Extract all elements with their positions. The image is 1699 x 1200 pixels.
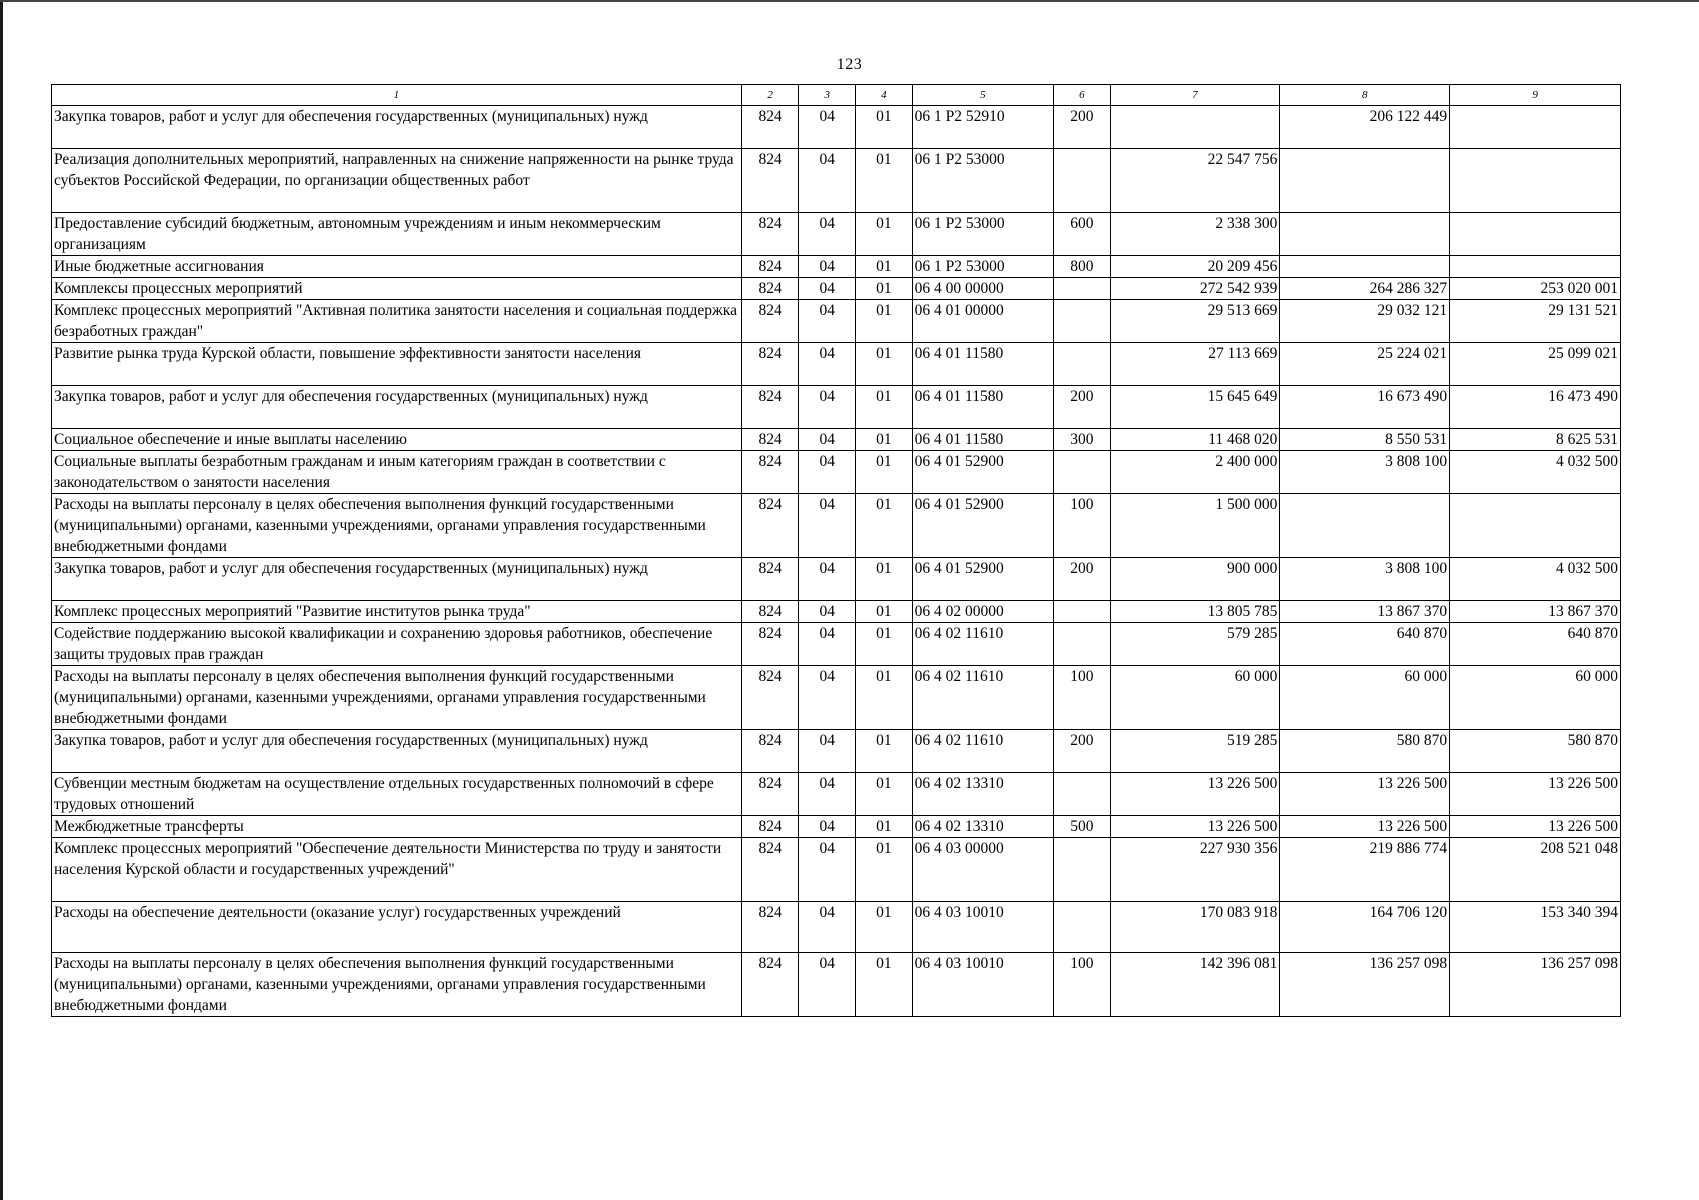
amount-col7: 170 083 918 (1110, 902, 1280, 953)
amount-col7: 11 468 020 (1110, 429, 1280, 451)
row-name: Закупка товаров, работ и услуг для обеспечения государственных (муниципальных) нужд (52, 386, 742, 429)
row-name: Комплекс процессных мероприятий "Активная политика занятости населения и социальная поддержка безработных граждан" (52, 300, 742, 343)
amount-col9: 640 870 (1450, 623, 1621, 666)
row-name: Комплекс процессных мероприятий "Развитие институтов рынка труда" (52, 601, 742, 623)
ministry-code: 824 (741, 730, 799, 773)
table-row (52, 256, 1621, 278)
amount-col9: 4 032 500 (1450, 558, 1621, 601)
table-row (52, 300, 1621, 343)
amount-col8 (1280, 494, 1450, 558)
amount-col7: 13 805 785 (1110, 601, 1280, 623)
table-row (52, 902, 1621, 953)
amount-col7: 272 542 939 (1110, 278, 1280, 300)
row-name: Расходы на выплаты персоналу в целях обеспечения выполнения функций государственными (муниципальными) органами, казенными учреждениями, органами управления государственными внебюджетными фондами (52, 953, 742, 1017)
section-code: 04 (799, 106, 856, 149)
amount-col8: 136 257 098 (1280, 953, 1450, 1017)
ministry-code: 824 (741, 902, 799, 953)
amount-col8: 13 226 500 (1280, 816, 1450, 838)
table-row (52, 278, 1621, 300)
row-name: Содействие поддержанию высокой квалификации и сохранению здоровья работников, обеспечение защиты трудовых прав граждан (52, 623, 742, 666)
ministry-code: 824 (741, 816, 799, 838)
page-number: 123 (836, 56, 863, 73)
section-code: 04 (799, 730, 856, 773)
target-article: 06 4 02 13310 (912, 773, 1053, 816)
table-row (52, 838, 1621, 902)
target-article: 06 4 01 11580 (912, 429, 1053, 451)
section-code: 04 (799, 386, 856, 429)
amount-col8: 16 673 490 (1280, 386, 1450, 429)
amount-col8: 640 870 (1280, 623, 1450, 666)
column-header: 1 (52, 85, 742, 106)
target-article: 06 4 00 00000 (912, 278, 1053, 300)
subsection-code: 01 (856, 816, 913, 838)
column-header: 5 (912, 85, 1053, 106)
row-name: Развитие рынка труда Курской области, повышение эффективности занятости населения (52, 343, 742, 386)
column-header: 3 (799, 85, 856, 106)
column-header: 8 (1280, 85, 1450, 106)
ministry-code: 824 (741, 149, 799, 213)
section-code: 04 (799, 494, 856, 558)
row-name: Субвенции местным бюджетам на осуществление отдельных государственных полномочий в сфере трудовых отношений (52, 773, 742, 816)
target-article: 06 1 P2 53000 (912, 149, 1053, 213)
budget-table (51, 84, 1621, 1017)
amount-col7: 27 113 669 (1110, 343, 1280, 386)
subsection-code: 01 (856, 256, 913, 278)
amount-col7: 13 226 500 (1110, 773, 1280, 816)
amount-col8: 164 706 120 (1280, 902, 1450, 953)
row-name: Реализация дополнительных мероприятий, направленных на снижение напряженности на рынке труда субъектов Российской Федерации, по организации общественных работ (52, 149, 742, 213)
subsection-code: 01 (856, 278, 913, 300)
ministry-code: 824 (741, 666, 799, 730)
subsection-code: 01 (856, 149, 913, 213)
expense-type (1054, 773, 1111, 816)
amount-col8 (1280, 149, 1450, 213)
section-code: 04 (799, 213, 856, 256)
ministry-code: 824 (741, 953, 799, 1017)
amount-col8: 8 550 531 (1280, 429, 1450, 451)
ministry-code: 824 (741, 386, 799, 429)
amount-col9: 8 625 531 (1450, 429, 1621, 451)
table-row (52, 106, 1621, 149)
section-code: 04 (799, 558, 856, 601)
row-name: Закупка товаров, работ и услуг для обеспечения государственных (муниципальных) нужд (52, 106, 742, 149)
row-name: Расходы на выплаты персоналу в целях обеспечения выполнения функций государственными (муниципальными) органами, казенными учреждениями, органами управления государственными внебюджетными фондами (52, 666, 742, 730)
section-code: 04 (799, 451, 856, 494)
section-code: 04 (799, 601, 856, 623)
ministry-code: 824 (741, 623, 799, 666)
amount-col7: 22 547 756 (1110, 149, 1280, 213)
ministry-code: 824 (741, 558, 799, 601)
subsection-code: 01 (856, 838, 913, 902)
page-edge (0, 0, 3, 1200)
amount-col8: 29 032 121 (1280, 300, 1450, 343)
amount-col7: 900 000 (1110, 558, 1280, 601)
section-code: 04 (799, 902, 856, 953)
amount-col7: 60 000 (1110, 666, 1280, 730)
target-article: 06 4 02 13310 (912, 816, 1053, 838)
expense-type: 200 (1054, 730, 1111, 773)
row-name: Межбюджетные трансферты (52, 816, 742, 838)
amount-col9 (1450, 494, 1621, 558)
amount-col9: 13 226 500 (1450, 773, 1621, 816)
subsection-code: 01 (856, 953, 913, 1017)
row-name: Закупка товаров, работ и услуг для обеспечения государственных (муниципальных) нужд (52, 730, 742, 773)
ministry-code: 824 (741, 106, 799, 149)
target-article: 06 4 02 00000 (912, 601, 1053, 623)
expense-type: 100 (1054, 953, 1111, 1017)
section-code: 04 (799, 816, 856, 838)
amount-col8: 219 886 774 (1280, 838, 1450, 902)
column-header: 2 (741, 85, 799, 106)
amount-col8 (1280, 213, 1450, 256)
table-row (52, 773, 1621, 816)
amount-col9: 253 020 001 (1450, 278, 1621, 300)
section-code: 04 (799, 623, 856, 666)
row-name: Комплекс процессных мероприятий "Обеспечение деятельности Министерства по труду и занятости населения Курской области и государственных учреждений" (52, 838, 742, 902)
subsection-code: 01 (856, 343, 913, 386)
amount-col7: 20 209 456 (1110, 256, 1280, 278)
table-row (52, 343, 1621, 386)
target-article: 06 4 01 11580 (912, 343, 1053, 386)
amount-col8: 580 870 (1280, 730, 1450, 773)
expense-type: 200 (1054, 106, 1111, 149)
section-code: 04 (799, 429, 856, 451)
subsection-code: 01 (856, 773, 913, 816)
subsection-code: 01 (856, 666, 913, 730)
expense-type: 100 (1054, 666, 1111, 730)
table-row (52, 386, 1621, 429)
amount-col9 (1450, 149, 1621, 213)
subsection-code: 01 (856, 386, 913, 429)
target-article: 06 1 P2 53000 (912, 256, 1053, 278)
ministry-code: 824 (741, 256, 799, 278)
table-row (52, 623, 1621, 666)
ministry-code: 824 (741, 601, 799, 623)
expense-type (1054, 601, 1111, 623)
expense-type: 200 (1054, 386, 1111, 429)
section-code: 04 (799, 343, 856, 386)
target-article: 06 4 03 10010 (912, 902, 1053, 953)
expense-type: 800 (1054, 256, 1111, 278)
section-code: 04 (799, 838, 856, 902)
column-number-row (52, 85, 1621, 106)
amount-col8: 25 224 021 (1280, 343, 1450, 386)
amount-col9 (1450, 256, 1621, 278)
row-name: Закупка товаров, работ и услуг для обеспечения государственных (муниципальных) нужд (52, 558, 742, 601)
table-row (52, 666, 1621, 730)
ministry-code: 824 (741, 278, 799, 300)
table-row (52, 494, 1621, 558)
expense-type: 100 (1054, 494, 1111, 558)
amount-col9: 580 870 (1450, 730, 1621, 773)
subsection-code: 01 (856, 451, 913, 494)
ministry-code: 824 (741, 343, 799, 386)
amount-col9: 16 473 490 (1450, 386, 1621, 429)
row-name: Комплексы процессных мероприятий (52, 278, 742, 300)
target-article: 06 4 02 11610 (912, 730, 1053, 773)
expense-type (1054, 902, 1111, 953)
section-code: 04 (799, 256, 856, 278)
target-article: 06 4 01 52900 (912, 451, 1053, 494)
column-header: 9 (1450, 85, 1621, 106)
amount-col9: 13 226 500 (1450, 816, 1621, 838)
subsection-code: 01 (856, 730, 913, 773)
table-row (52, 601, 1621, 623)
expense-type (1054, 451, 1111, 494)
section-code: 04 (799, 278, 856, 300)
subsection-code: 01 (856, 558, 913, 601)
table-row (52, 558, 1621, 601)
target-article: 06 4 02 11610 (912, 623, 1053, 666)
ministry-code: 824 (741, 213, 799, 256)
row-name: Социальные выплаты безработным гражданам и иным категориям граждан в соответствии с законодательством о занятости населения (52, 451, 742, 494)
target-article: 06 4 01 52900 (912, 558, 1053, 601)
target-article: 06 4 01 52900 (912, 494, 1053, 558)
section-code: 04 (799, 149, 856, 213)
expense-type (1054, 300, 1111, 343)
amount-col8: 264 286 327 (1280, 278, 1450, 300)
amount-col7: 142 396 081 (1110, 953, 1280, 1017)
amount-col8: 206 122 449 (1280, 106, 1450, 149)
expense-type: 500 (1054, 816, 1111, 838)
subsection-code: 01 (856, 429, 913, 451)
column-header: 6 (1054, 85, 1111, 106)
subsection-code: 01 (856, 623, 913, 666)
table-row (52, 816, 1621, 838)
expense-type (1054, 343, 1111, 386)
page-edge-top (0, 0, 1699, 2)
amount-col7 (1110, 106, 1280, 149)
table-row (52, 730, 1621, 773)
amount-col8: 60 000 (1280, 666, 1450, 730)
column-header: 7 (1110, 85, 1280, 106)
expense-type: 200 (1054, 558, 1111, 601)
amount-col7: 1 500 000 (1110, 494, 1280, 558)
target-article: 06 1 P2 52910 (912, 106, 1053, 149)
amount-col8 (1280, 256, 1450, 278)
expense-type (1054, 623, 1111, 666)
row-name: Предоставление субсидий бюджетным, автономным учреждениям и иным некоммерческим организациям (52, 213, 742, 256)
expense-type: 600 (1054, 213, 1111, 256)
amount-col9: 136 257 098 (1450, 953, 1621, 1017)
expense-type (1054, 278, 1111, 300)
amount-col9: 208 521 048 (1450, 838, 1621, 902)
table-row (52, 213, 1621, 256)
target-article: 06 4 01 11580 (912, 386, 1053, 429)
ministry-code: 824 (741, 773, 799, 816)
table-row (52, 149, 1621, 213)
subsection-code: 01 (856, 494, 913, 558)
target-article: 06 4 03 00000 (912, 838, 1053, 902)
table-row (52, 451, 1621, 494)
amount-col7: 519 285 (1110, 730, 1280, 773)
amount-col9: 29 131 521 (1450, 300, 1621, 343)
table-row (52, 953, 1621, 1017)
ministry-code: 824 (741, 429, 799, 451)
amount-col7: 579 285 (1110, 623, 1280, 666)
amount-col8: 3 808 100 (1280, 451, 1450, 494)
expense-type: 300 (1054, 429, 1111, 451)
amount-col7: 2 400 000 (1110, 451, 1280, 494)
target-article: 06 4 01 00000 (912, 300, 1053, 343)
row-name: Иные бюджетные ассигнования (52, 256, 742, 278)
ministry-code: 824 (741, 300, 799, 343)
amount-col9 (1450, 213, 1621, 256)
amount-col7: 2 338 300 (1110, 213, 1280, 256)
table-row (52, 429, 1621, 451)
ministry-code: 824 (741, 838, 799, 902)
subsection-code: 01 (856, 106, 913, 149)
section-code: 04 (799, 953, 856, 1017)
amount-col7: 227 930 356 (1110, 838, 1280, 902)
amount-col9: 4 032 500 (1450, 451, 1621, 494)
amount-col9: 25 099 021 (1450, 343, 1621, 386)
expense-type (1054, 149, 1111, 213)
target-article: 06 1 P2 53000 (912, 213, 1053, 256)
amount-col8: 3 808 100 (1280, 558, 1450, 601)
amount-col8: 13 226 500 (1280, 773, 1450, 816)
section-code: 04 (799, 300, 856, 343)
amount-col7: 13 226 500 (1110, 816, 1280, 838)
subsection-code: 01 (856, 601, 913, 623)
expense-type (1054, 838, 1111, 902)
amount-col9: 60 000 (1450, 666, 1621, 730)
column-header: 4 (856, 85, 913, 106)
row-name: Расходы на обеспечение деятельности (оказание услуг) государственных учреждений (52, 902, 742, 953)
ministry-code: 824 (741, 494, 799, 558)
amount-col9 (1450, 106, 1621, 149)
subsection-code: 01 (856, 902, 913, 953)
amount-col9: 153 340 394 (1450, 902, 1621, 953)
row-name: Социальное обеспечение и иные выплаты населению (52, 429, 742, 451)
section-code: 04 (799, 666, 856, 730)
target-article: 06 4 02 11610 (912, 666, 1053, 730)
ministry-code: 824 (741, 451, 799, 494)
subsection-code: 01 (856, 300, 913, 343)
subsection-code: 01 (856, 213, 913, 256)
amount-col9: 13 867 370 (1450, 601, 1621, 623)
amount-col7: 15 645 649 (1110, 386, 1280, 429)
amount-col7: 29 513 669 (1110, 300, 1280, 343)
amount-col8: 13 867 370 (1280, 601, 1450, 623)
section-code: 04 (799, 773, 856, 816)
row-name: Расходы на выплаты персоналу в целях обеспечения выполнения функций государственными (муниципальными) органами, казенными учреждениями, органами управления государственными внебюджетными фондами (52, 494, 742, 558)
target-article: 06 4 03 10010 (912, 953, 1053, 1017)
